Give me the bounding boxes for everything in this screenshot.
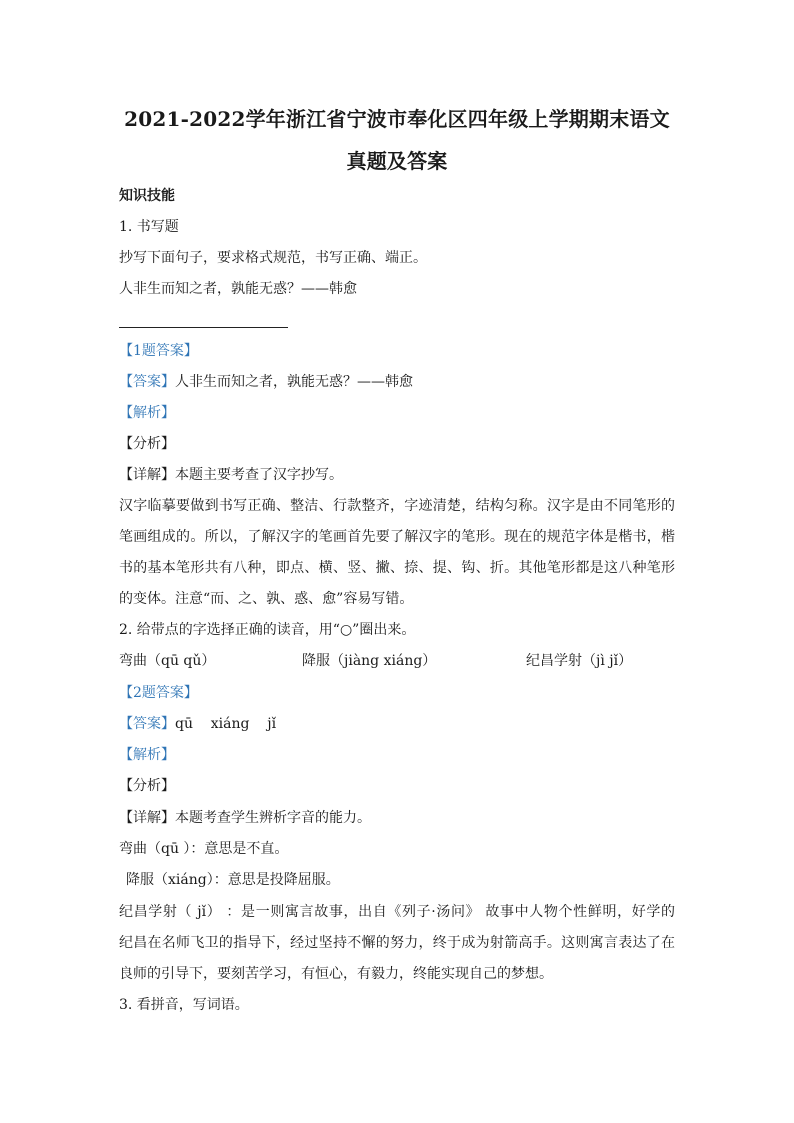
q2-detail-text: 本题考查学生辨析字音的能力。 xyxy=(175,810,371,826)
q2-explanation-1: 弯曲（qū ）：意思是不直。 xyxy=(119,841,289,857)
document-title-line-1: 2021-2022学年浙江省宁波市奉化区四年级上学期期末语文 xyxy=(124,107,670,131)
q2-detail-label: 【详解】 xyxy=(119,810,175,826)
q2-answer-label: 【答案】 xyxy=(119,716,175,732)
q2-analysis-label: 【解析】 xyxy=(119,747,175,763)
q2-number: 2. 给带点的字选择正确的读音，用“○”圈出来。 xyxy=(119,622,416,638)
q1-para-line-4: 的变体。注意“而、之、孰、惑、愈”容易写错。 xyxy=(119,591,414,607)
q1-para-line-3: 书的基本笔形共有八种，即点、横、竖、撇、捺、提、钩、折。其他笔形都是这八种笔形 xyxy=(119,560,675,576)
document-title-line-2: 真题及答案 xyxy=(346,149,448,173)
q2-option-1: 弯曲（qū qǔ） xyxy=(119,653,216,669)
q1-answer-label: 【答案】 xyxy=(119,374,175,390)
q2-answer-text: qū xiáng jǐ xyxy=(175,716,277,732)
q1-answer-tag: 【1题答案】 xyxy=(119,343,198,359)
q1-para-line-1: 汉字临摹要做到书写正确、整洁、行款整齐，字迹清楚，结构匀称。汉字是由不同笔形的 xyxy=(119,498,675,514)
q1-answer-blank-line xyxy=(119,327,288,328)
q2-detail-row xyxy=(119,808,371,828)
q2-explanation-2: 降服（xiáng）：意思是投降屈服。 xyxy=(126,872,340,888)
q2-para-line-1: 纪昌学射（ jǐ） ：是一则寓言故事，出自《列子·汤问》 故事中人物个性鲜明，好学的 xyxy=(119,904,675,920)
q2-answer-tag: 【2题答案】 xyxy=(119,685,198,701)
q2-para-line-3: 良师的引导下，要刻苦学习，有恒心，有毅力，终能实现自己的梦想。 xyxy=(119,966,553,982)
q2-answer-row xyxy=(119,714,276,734)
q1-answer-row xyxy=(119,372,413,392)
section-heading: 知识技能 xyxy=(119,188,175,204)
q1-answer-text: 人非生而知之者，孰能无惑？——韩愈 xyxy=(175,374,413,390)
q1-para-line-2: 笔画组成的。所以，了解汉字的笔画首先要了解汉字的笔形。现在的规范字体是楷书，楷 xyxy=(119,529,675,545)
q1-detail-row xyxy=(119,465,343,485)
q1-analysis-label: 【解析】 xyxy=(119,405,175,421)
q2-option-3: 纪昌学射（jì jǐ） xyxy=(526,653,633,669)
q1-fenxi-label: 【分析】 xyxy=(119,436,175,452)
q2-option-2: 降服（jiàng xiáng） xyxy=(302,653,437,669)
q2-fenxi-label: 【分析】 xyxy=(119,778,175,794)
q1-sentence: 人非生而知之者，孰能无惑？——韩愈 xyxy=(119,281,357,297)
q1-detail-text: 本题主要考查了汉字抄写。 xyxy=(175,467,343,483)
q1-instruction: 抄写下面句子，要求格式规范，书写正确、端正。 xyxy=(119,250,427,266)
q1-number: 1. 书写题 xyxy=(119,219,179,235)
q2-para-line-2: 纪昌在名师飞卫的指导下，经过坚持不懈的努力，终于成为射箭高手。这则寓言表达了在 xyxy=(119,935,675,951)
q1-detail-label: 【详解】 xyxy=(119,467,175,483)
q3-number: 3. 看拼音，写词语。 xyxy=(119,997,249,1013)
